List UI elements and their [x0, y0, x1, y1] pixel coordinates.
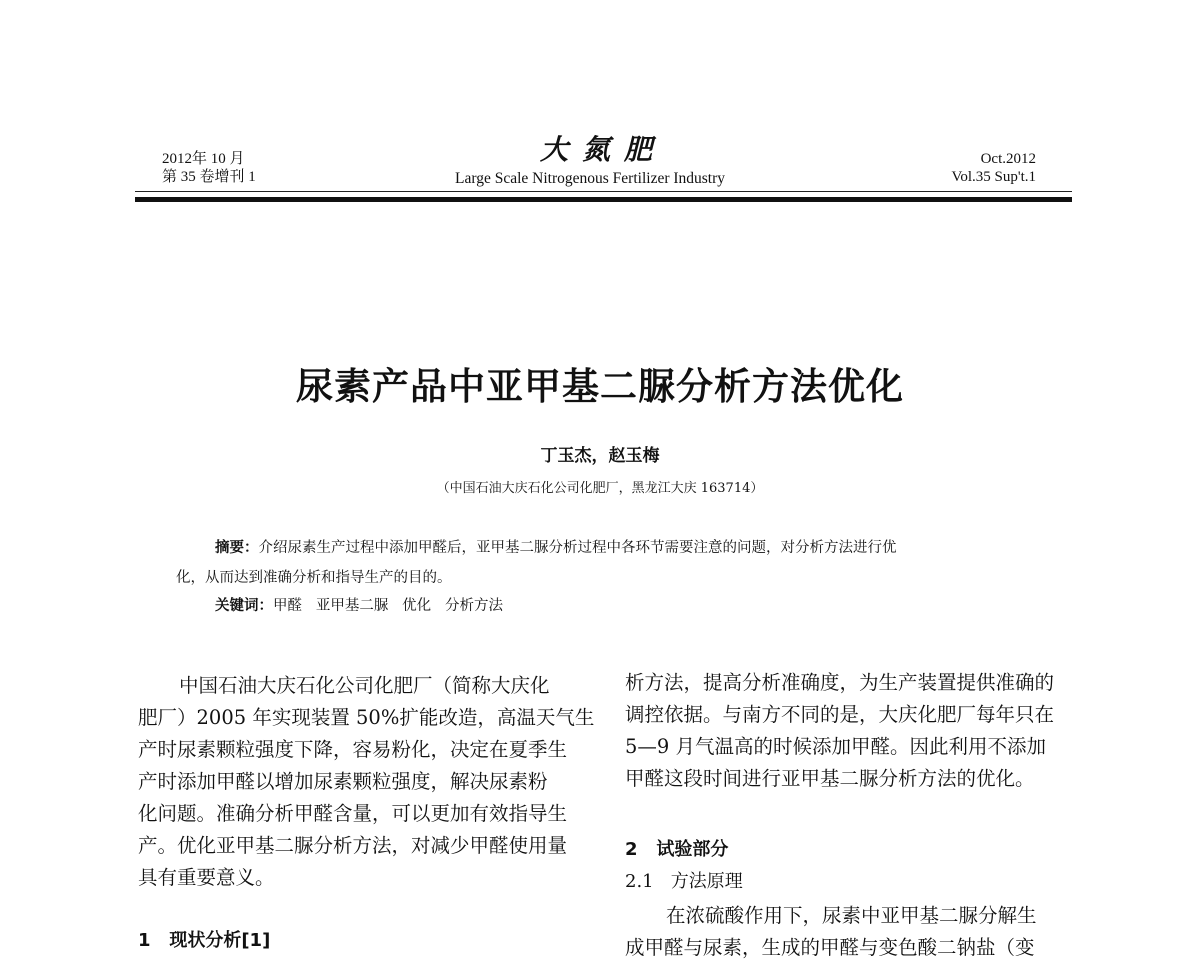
issue-date-en: Oct.2012: [980, 151, 1036, 167]
journal-logo: 大氮肥: [540, 133, 667, 166]
body-line: 在浓硫酸作用下，尿素中亚甲基二脲分解生: [666, 904, 1037, 927]
abstract-label: 摘要：: [215, 539, 259, 556]
issue-volume-en: Vol.35 Sup't.1: [951, 169, 1036, 185]
body-line: 产。优化亚甲基二脲分析方法，对减少甲醛使用量: [138, 834, 568, 857]
journal-name-en: Large Scale Nitrogenous Fertilizer Industry: [455, 170, 726, 187]
body-line: 析方法，提高分析准确度，为生产装置提供准确的: [625, 671, 1055, 694]
author-affiliation: （中国石油大庆石化公司化肥厂，黑龙江大庆 163714）: [436, 481, 764, 496]
abstract-line: 介绍尿素生产过程中添加甲醛后，亚甲基二脲分析过程中各环节需要注意的问题，对分析方法进行优: [258, 540, 897, 556]
body-line: 甲醛这段时间进行亚甲基二脲分析方法的优化。: [625, 767, 1035, 790]
body-line: 成甲醛与尿素，生成的甲醛与变色酸二钠盐（变: [625, 936, 1035, 959]
header-rule-thick: [135, 197, 1072, 202]
article-authors: 丁玉杰，赵玉梅: [540, 446, 660, 466]
section-heading: 2 试验部分: [625, 839, 729, 860]
body-line: 中国石油大庆石化公司化肥厂（简称大庆化: [179, 674, 550, 697]
issue-date-cn: 2012年 10 月: [162, 151, 245, 167]
body-line: 产时添加甲醛以增加尿素颗粒强度，解决尿素粉: [138, 770, 548, 793]
subsection-heading: 2.1 方法原理: [625, 871, 743, 892]
body-line: 化问题。准确分析甲醛含量，可以更加有效指导生: [138, 802, 568, 825]
keywords: 甲醛 亚甲基二脲 优化 分析方法: [273, 598, 503, 614]
body-line: 具有重要意义。: [138, 866, 275, 889]
body-line: 产时尿素颗粒强度下降，容易粉化，决定在夏季生: [138, 738, 568, 761]
article-title: 尿素产品中亚甲基二脲分析方法优化: [296, 365, 904, 408]
issue-volume-cn: 第 35 卷增刊 1: [162, 169, 256, 185]
body-line: 调控依据。与南方不同的是，大庆化肥厂每年只在: [625, 703, 1055, 726]
section-heading: 1 现状分析[1]: [138, 930, 271, 951]
keywords-label: 关键词：: [215, 597, 273, 614]
body-line: 5—9 月气温高的时候添加甲醛。因此利用不添加: [625, 735, 1047, 758]
body-line: 肥厂）2005 年实现装置 50%扩能改造，高温天气生: [138, 706, 595, 729]
abstract-line: 化，从而达到准确分析和指导生产的目的。: [176, 570, 452, 586]
header-rule-thin: [135, 191, 1072, 192]
